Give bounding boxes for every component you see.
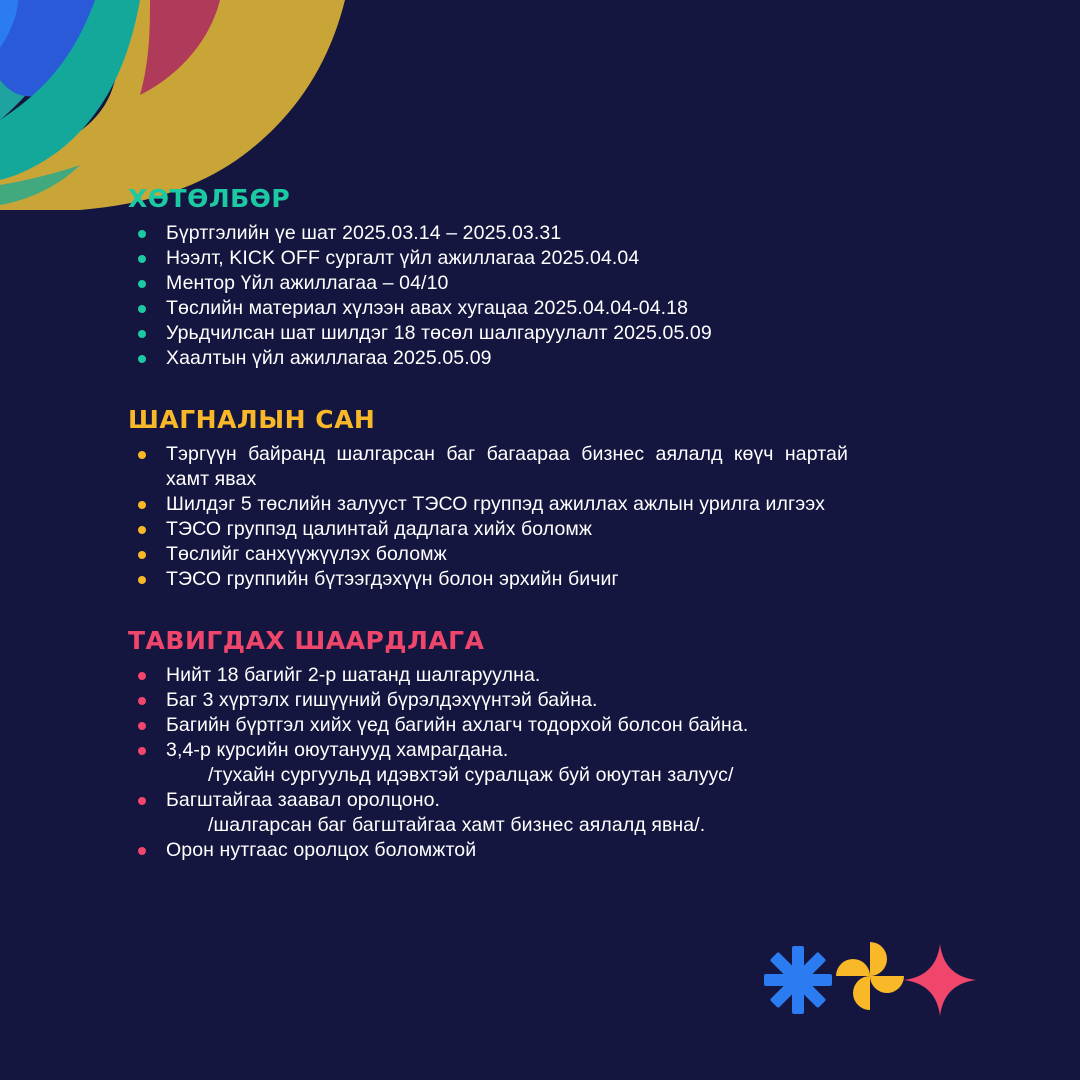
program-list [128, 221, 848, 371]
program-section [128, 184, 848, 371]
list-item [128, 221, 848, 246]
bullet-icon [138, 280, 146, 288]
requirements-section [128, 626, 848, 863]
list-item-text: 3,4-р курсийн оюутанууд хамрагдана. [166, 739, 509, 761]
list-item-text: Төслийн материал хүлээн авах хугацаа 2025.04.04-04.18 [166, 297, 689, 319]
corner-artwork [0, 0, 360, 210]
bullet-icon [138, 797, 146, 805]
list-item-text: Бүртгэлийн үе шат 2025.03.14 – 2025.03.31 [166, 222, 562, 244]
prize-section [128, 405, 848, 592]
list-item-text: Нээлт, KICK OFF сургалт үйл ажиллагаа 2025.04.04 [166, 247, 640, 269]
list-item-note: /шалгарсан баг багштайгаа хамт бизнес аялалд явна/. [208, 814, 706, 836]
list-item-text: Тэргүүн байранд шалгарсан баг багаараа бизнес аялалд көүч нартай хамт явах [166, 443, 848, 490]
bullet-icon [138, 355, 146, 363]
list-item-text: Нийт 18 багийг 2-р шатанд шалгаруулна. [166, 664, 541, 686]
list-item [128, 663, 848, 688]
list-item-text: ТЭСО группийн бүтээгдэхүүн болон эрхийн бичиг [166, 568, 619, 590]
list-item-text: Шилдэг 5 төслийн залууст ТЭСО группэд ажиллах ажлын урилга илгээх [166, 493, 825, 515]
bullet-icon [138, 255, 146, 263]
list-item-text: Урьдчилсан шат шилдэг 18 төсөл шалгаруулалт 2025.05.09 [166, 322, 712, 344]
bullet-icon [138, 501, 146, 509]
list-item [128, 492, 848, 517]
list-item [128, 738, 848, 788]
list-item [128, 517, 848, 542]
list-item [128, 442, 848, 492]
pinwheel-icon [836, 942, 904, 1010]
list-item [128, 321, 848, 346]
bullet-icon [138, 330, 146, 338]
sparkle-icon [904, 944, 976, 1016]
decorative-glyphs [760, 940, 980, 1020]
bullet-icon [138, 230, 146, 238]
bullet-icon [138, 722, 146, 730]
list-item-text: Хаалтын үйл ажиллагаа 2025.05.09 [166, 347, 492, 369]
list-item [128, 542, 848, 567]
bullet-icon [138, 305, 146, 313]
list-item [128, 567, 848, 592]
list-item-text: Багийн бүртгэл хийх үед багийн ахлагч тодорхой болсон байна. [166, 714, 749, 736]
list-item-text: ТЭСО группэд цалинтай дадлага хийх боломж [166, 518, 593, 540]
list-item [128, 713, 848, 738]
list-item [128, 271, 848, 296]
list-item [128, 688, 848, 713]
requirements-list [128, 663, 848, 863]
list-item-text: Орон нутгаас оролцох боломжтой [166, 839, 477, 861]
bullet-icon [138, 576, 146, 584]
list-item-text: Төслийг санхүүжүүлэх боломж [166, 543, 447, 565]
list-item-note: /тухайн сургуульд идэвхтэй суралцаж буй оюутан залуус/ [208, 764, 734, 786]
program-title: ХӨТӨЛБӨР [128, 184, 291, 213]
prize-list [128, 442, 848, 592]
list-item-text: Баг 3 хүртэлх гишүүний бүрэлдэхүүнтэй байна. [166, 689, 598, 711]
list-item [128, 296, 848, 321]
bullet-icon [138, 526, 146, 534]
list-item [128, 246, 848, 271]
asterisk-icon [764, 946, 832, 1014]
requirements-title: ТАВИГДАХ ШААРДЛАГА [128, 626, 485, 655]
content [128, 184, 848, 897]
list-item [128, 346, 848, 371]
bullet-icon [138, 551, 146, 559]
list-item [128, 838, 848, 863]
bullet-icon [138, 451, 146, 459]
bullet-icon [138, 847, 146, 855]
bullet-icon [138, 747, 146, 755]
prize-title: ШАГНАЛЫН САН [128, 405, 376, 434]
bullet-icon [138, 697, 146, 705]
list-item-text: Багштайгаа заавал оролцоно. [166, 789, 441, 811]
list-item [128, 788, 848, 838]
bullet-icon [138, 672, 146, 680]
list-item-text: Ментор Үйл ажиллагаа – 04/10 [166, 272, 449, 294]
